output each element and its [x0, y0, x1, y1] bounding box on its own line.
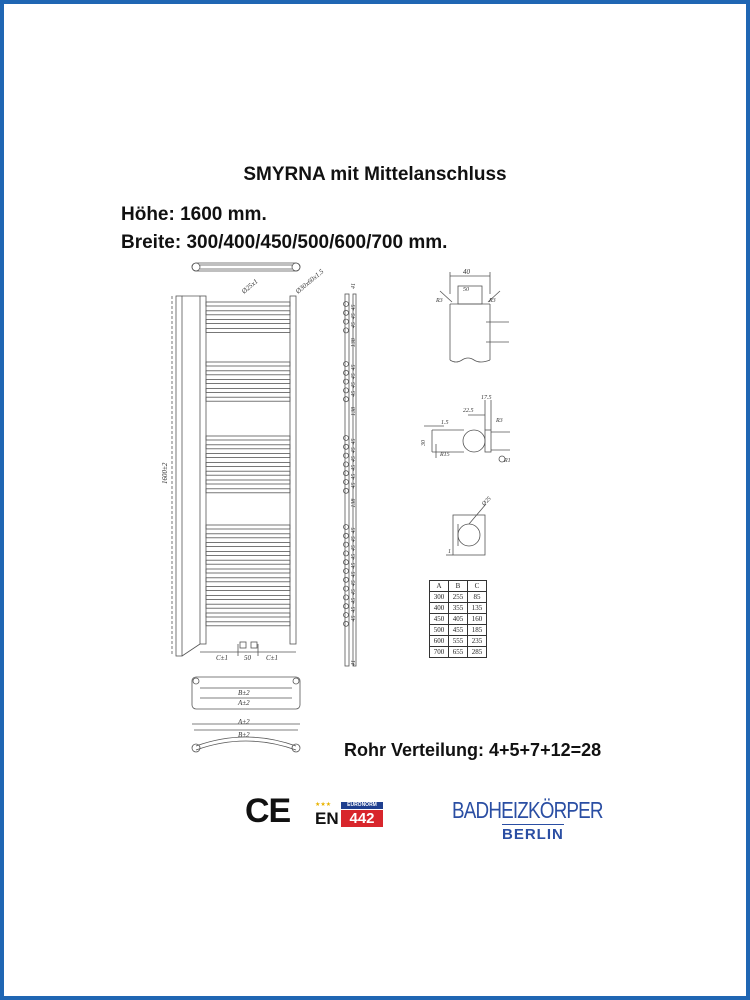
spacing-label: 45 [351, 382, 357, 389]
table-cell: 450 [430, 614, 449, 625]
eu-stars-icon: ★★★ [315, 802, 332, 808]
end-label: 41 [351, 283, 357, 289]
spacing-label: 45 [351, 322, 357, 329]
tube-section [344, 542, 349, 547]
spacing-label: 45 [351, 373, 357, 380]
table-cell: 85 [468, 592, 487, 603]
tube-section [344, 488, 349, 493]
tube-section [344, 525, 349, 530]
spacing-label: 45 [351, 571, 357, 578]
group-gap-label: 138 [351, 498, 357, 508]
tube-section [344, 551, 349, 556]
spacing-label: 45 [351, 313, 357, 320]
table-cell: 160 [468, 614, 487, 625]
radiator-tube [206, 604, 290, 608]
tube-section [344, 560, 349, 565]
height-dimension: 1600±2 [161, 462, 169, 484]
tube-section [344, 453, 349, 458]
height-spec: Höhe: 1600 mm. [121, 204, 267, 225]
tube-section [344, 302, 349, 307]
table-cell: 400 [430, 603, 449, 614]
plan-a-label: A±2 [238, 699, 250, 707]
spacing-label: 45 [351, 553, 357, 560]
pipe-label-left: Ø25x1 [240, 277, 260, 296]
pipe-label-right: Ø30x60x1.5 [294, 267, 326, 296]
ce-mark-icon: CE [245, 792, 291, 830]
table-cell: 355 [449, 603, 468, 614]
detail-r-right: R3 [489, 298, 496, 304]
detail-pipe-section [446, 504, 486, 555]
spacing-label: 45 [351, 304, 357, 311]
detail-top-connection [440, 272, 509, 362]
table-cell: 455 [449, 625, 468, 636]
bottom-left-dim: C±1 [216, 654, 229, 662]
tube-section [344, 533, 349, 538]
bottom-right-dim: C±1 [266, 654, 279, 662]
detail-225: 22.5 [463, 408, 474, 414]
detail-r3b: R3 [496, 418, 503, 424]
radiator-tube [206, 480, 290, 484]
table-header-c: C [468, 581, 487, 592]
tube-section [344, 370, 349, 375]
radiator-tube [206, 302, 290, 306]
detail-r15: R15 [440, 452, 450, 458]
spacing-label: 45 [351, 606, 357, 613]
radiator-tube [206, 534, 290, 538]
detail-175: 17.5 [481, 395, 492, 401]
table-cell: 235 [468, 636, 487, 647]
spacing-label: 45 [351, 545, 357, 552]
table-cell: 600 [430, 636, 449, 647]
detail-top-width: 40 [463, 268, 470, 276]
table-cell: 255 [449, 592, 468, 603]
en-euronorm-label: EURONORM [341, 802, 383, 809]
tube-section [344, 471, 349, 476]
plan-b-label: B±2 [238, 689, 250, 697]
radiator-tube [206, 578, 290, 582]
tube-section [344, 397, 349, 402]
tube-section [344, 613, 349, 618]
radiator-tube [206, 445, 290, 449]
width-spec: Breite: 300/400/450/500/600/700 mm. [121, 232, 448, 253]
table-cell: 555 [449, 636, 468, 647]
tube-section [344, 436, 349, 441]
radiator-tube [206, 569, 290, 573]
table-cell: 405 [449, 614, 468, 625]
spacing-label: 45 [351, 527, 357, 534]
radiator-logo-icon [452, 794, 612, 846]
table-row [430, 614, 487, 625]
radiator-tube [206, 380, 290, 384]
plan-a-label-2: A±2 [238, 718, 250, 726]
tube-section [344, 310, 349, 315]
tube-section [344, 621, 349, 626]
table-cell: 300 [430, 592, 449, 603]
spacing-label: 45 [351, 562, 357, 569]
spacing-label: 45 [351, 589, 357, 596]
spacing-label: 45 [351, 456, 357, 463]
en442-logo-icon [315, 802, 383, 828]
radiator-tube [206, 587, 290, 591]
detail-d25: Ø25 [481, 495, 493, 508]
tube-section [344, 569, 349, 574]
radiator-tube [206, 311, 290, 315]
radiator-tube [206, 471, 290, 475]
radiator-tube [206, 436, 290, 440]
radiator-tube [206, 543, 290, 547]
detail-15: 1.5 [441, 420, 449, 426]
radiator-tube [206, 388, 290, 392]
radiator-tube [206, 595, 290, 599]
tube-section [344, 388, 349, 393]
table-cell: 285 [468, 647, 487, 658]
en-label: EN [315, 809, 339, 828]
table-row [430, 647, 487, 658]
spacing-label: 45 [351, 364, 357, 371]
tube-section [344, 444, 349, 449]
spacing-label: 45 [351, 482, 357, 489]
group-gap-label: 138 [351, 338, 357, 348]
radiator-tube [206, 397, 290, 401]
tube-section [344, 319, 349, 324]
spacing-label: 45 [351, 438, 357, 445]
radiator-tube [206, 371, 290, 375]
spacing-label: 45 [351, 597, 357, 604]
detail-r-left: R3 [436, 298, 443, 304]
spacing-label: 45 [351, 536, 357, 543]
radiator-tube [206, 454, 290, 458]
top-plan-view [192, 263, 300, 271]
spacing-label: 45 [351, 615, 357, 622]
end-label: 41 [351, 660, 357, 666]
spacing-label: 45 [351, 390, 357, 397]
table-cell: 655 [449, 647, 468, 658]
tube-section [344, 379, 349, 384]
table-row [430, 625, 487, 636]
radiator-tube [206, 328, 290, 332]
tube-section [344, 328, 349, 333]
detail-r1: R1 [504, 458, 511, 464]
table-row [430, 636, 487, 647]
table-cell: 700 [430, 647, 449, 658]
radiator-tube [206, 362, 290, 366]
spacing-label: 45 [351, 447, 357, 454]
radiator-tube [206, 462, 290, 466]
radiator-tube [206, 489, 290, 493]
radiator-tube [206, 560, 290, 564]
table-header-b: B [449, 581, 468, 592]
table-row [430, 592, 487, 603]
tube-section [344, 595, 349, 600]
radiator-tube [206, 613, 290, 617]
spacing-label: 45 [351, 464, 357, 471]
brand-city: BERLIN [502, 826, 564, 843]
table-cell: 185 [468, 625, 487, 636]
radiator-tube [206, 525, 290, 529]
radiator-front-view [172, 296, 296, 656]
technical-drawing [4, 4, 746, 996]
detail-30: 30 [421, 440, 427, 446]
tube-section [344, 604, 349, 609]
table-header-a: A [430, 581, 449, 592]
tube-section [344, 480, 349, 485]
radiator-tube [206, 320, 290, 324]
group-gap-label: 138 [351, 407, 357, 416]
tube-section [344, 462, 349, 467]
spacing-label: 45 [351, 580, 357, 587]
tube-section [344, 577, 349, 582]
table-cell: 135 [468, 603, 487, 614]
spacing-label: 45 [351, 473, 357, 480]
en-number: 442 [341, 810, 383, 827]
product-title: SMYRNA mit Mittelanschluss [243, 164, 507, 185]
plan-b-label-2: B±2 [238, 731, 250, 739]
radiator-tube [206, 551, 290, 555]
bottom-mid-dim: 50 [244, 654, 251, 662]
tube-section [344, 362, 349, 367]
table-cell: 500 [430, 625, 449, 636]
dimension-table [429, 580, 487, 658]
tube-section [344, 586, 349, 591]
brand-name: BADHEIZKÖRPER [452, 797, 603, 823]
detail-d1: 1 [448, 549, 451, 555]
pipe-distribution: Rohr Verteilung: 4+5+7+12=28 [344, 740, 602, 760]
table-row [430, 603, 487, 614]
detail-top-gap: 50 [463, 287, 469, 293]
radiator-tube [206, 622, 290, 626]
